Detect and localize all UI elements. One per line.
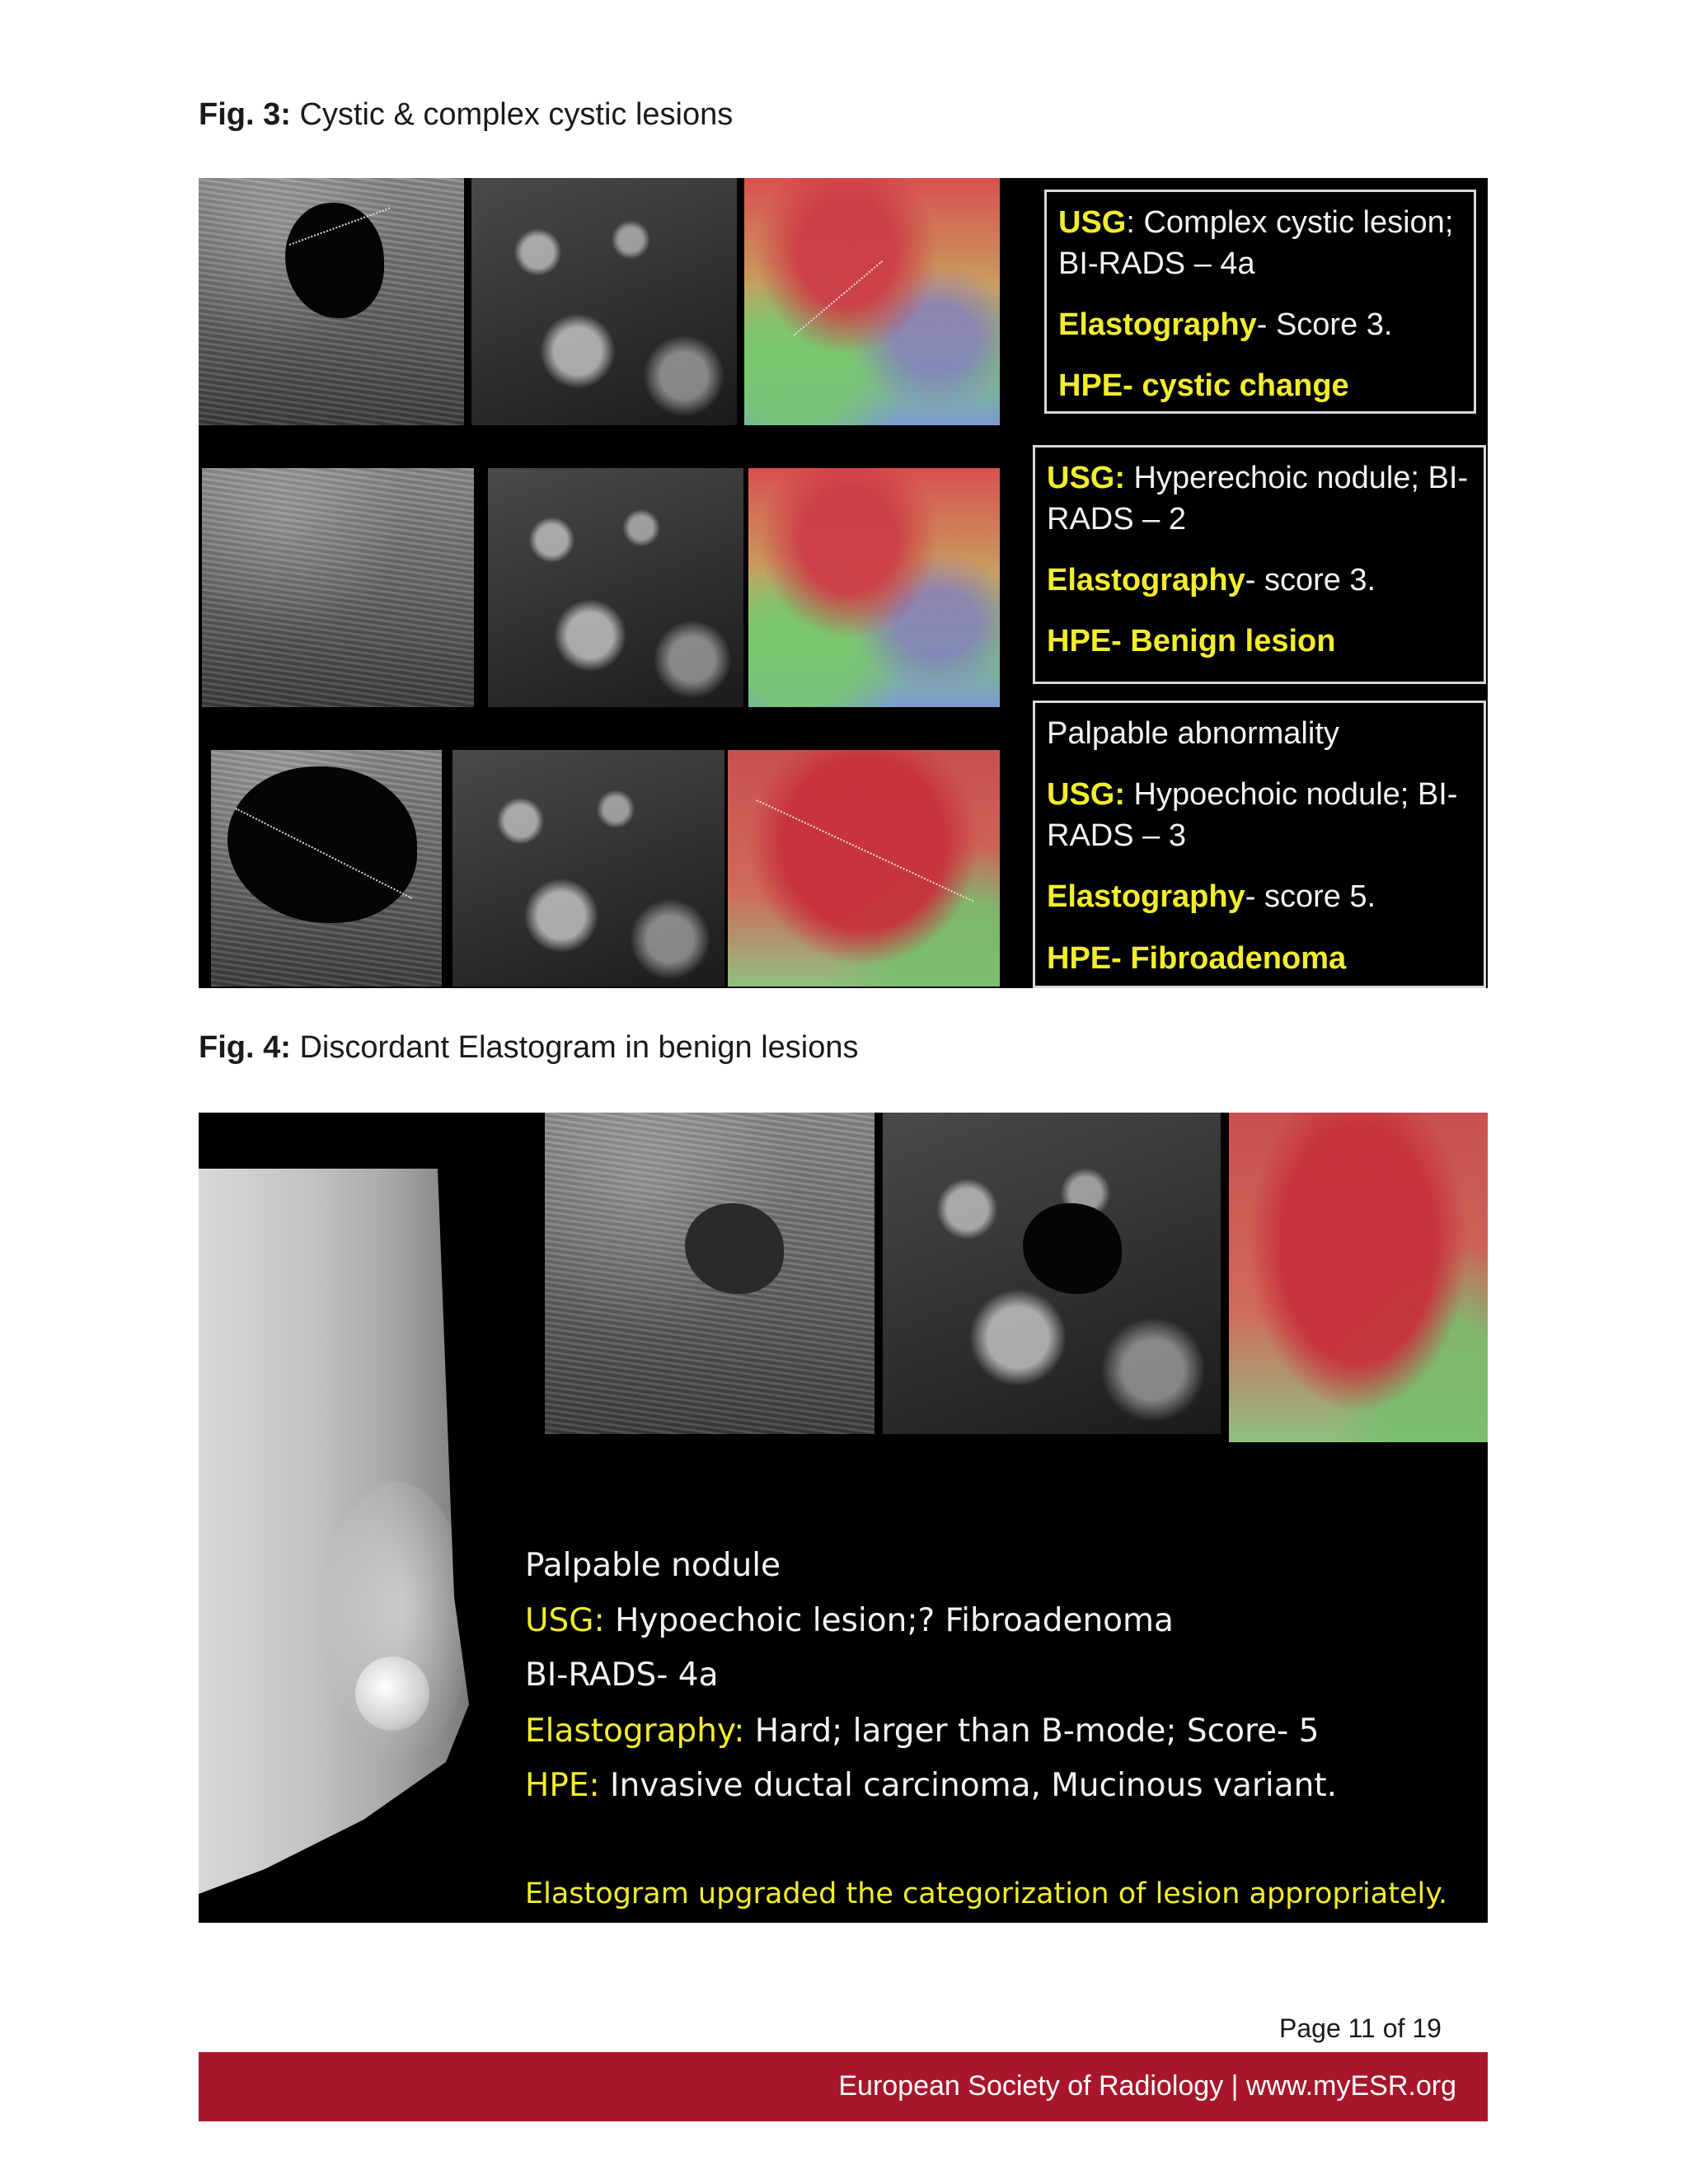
ultrasound-image-row2 xyxy=(202,468,474,707)
fig4-caption xyxy=(199,1030,858,1066)
slide-line-elastography xyxy=(525,1713,1319,1750)
elastogram-image-row1 xyxy=(744,178,1000,425)
slide-line-birads: BI-RADS- 4a xyxy=(525,1657,719,1694)
elastogram-image-row2 xyxy=(748,468,1000,707)
strain-image xyxy=(883,1113,1221,1434)
slide-line-usg xyxy=(525,1602,1174,1639)
ultrasound-image-row3 xyxy=(211,750,442,987)
elastography-text: Hard; larger than B-mode; Score- 5 xyxy=(744,1713,1320,1750)
strain-image-row2 xyxy=(488,468,743,707)
fig3-label: Fig. 3: xyxy=(199,97,291,132)
fig4-title: Discordant Elastogram in benign lesions xyxy=(299,1030,859,1065)
hpe-result: HPE- Fibroadenoma xyxy=(1047,940,1347,976)
finding-box-palpable xyxy=(1033,701,1486,988)
page-number: Page 11 of 19 xyxy=(1279,2013,1442,2043)
elastography-label: Elastography xyxy=(1047,879,1245,915)
strain-image-row1 xyxy=(471,178,737,425)
elastography-text: - score 5. xyxy=(1245,879,1376,915)
elastography-label: Elastography xyxy=(1058,307,1257,343)
fig3-title: Cystic & complex cystic lesions xyxy=(299,97,734,132)
usg-text: Hypoechoic nodule; BI-RADS – 3 xyxy=(1047,777,1458,854)
slide-line-palpable: Palpable nodule xyxy=(525,1547,781,1584)
fig4-label: Fig. 4: xyxy=(199,1030,291,1065)
fig3-caption xyxy=(199,97,733,133)
hpe-result: HPE- cystic change xyxy=(1058,368,1349,404)
usg-text: : Complex cystic lesion; BI-RADS – 4a xyxy=(1058,205,1454,282)
palpable-abnormality: Palpable abnormality xyxy=(1047,716,1339,751)
finding-box-hyperechoic xyxy=(1033,445,1486,684)
elastogram-image-row3 xyxy=(728,750,1000,987)
usg-label: USG: xyxy=(1047,461,1125,495)
ultrasound-image-row1 xyxy=(199,178,464,425)
hpe-label: HPE: xyxy=(525,1767,600,1804)
fig4-image-panel xyxy=(199,1113,1488,1923)
elastography-label: Elastography xyxy=(1047,563,1245,598)
ultrasound-image xyxy=(545,1113,874,1434)
usg-text: Hypoechoic lesion;? Fibroadenoma xyxy=(604,1602,1174,1639)
usg-label: USG: xyxy=(1047,777,1125,813)
fig3-image-panel xyxy=(199,178,1488,988)
usg-label: USG: xyxy=(525,1602,605,1639)
strain-image-row3 xyxy=(452,750,724,987)
elastogram-image xyxy=(1229,1113,1488,1442)
slide-conclusion-note: Elastogram upgraded the categorization of lesion appropriately. xyxy=(525,1877,1448,1910)
usg-label: USG xyxy=(1058,205,1127,240)
footer-org-text: European Society of Radiology | www.myESR.org xyxy=(838,2070,1456,2102)
slide-line-hpe xyxy=(525,1767,1337,1804)
footer-bar xyxy=(199,2052,1488,2121)
elastography-text: - score 3. xyxy=(1245,563,1376,598)
finding-box-complex-cystic xyxy=(1044,190,1476,414)
hpe-result: HPE- Benign lesion xyxy=(1047,624,1336,659)
elastography-text: - Score 3. xyxy=(1256,307,1393,343)
usg-text: Hyperechoic nodule; BI-RADS – 2 xyxy=(1047,461,1469,537)
elastography-label: Elastography: xyxy=(525,1713,745,1750)
mammogram-image xyxy=(199,1169,469,1923)
hpe-text: Invasive ductal carcinoma, Mucinous variant. xyxy=(599,1767,1338,1804)
